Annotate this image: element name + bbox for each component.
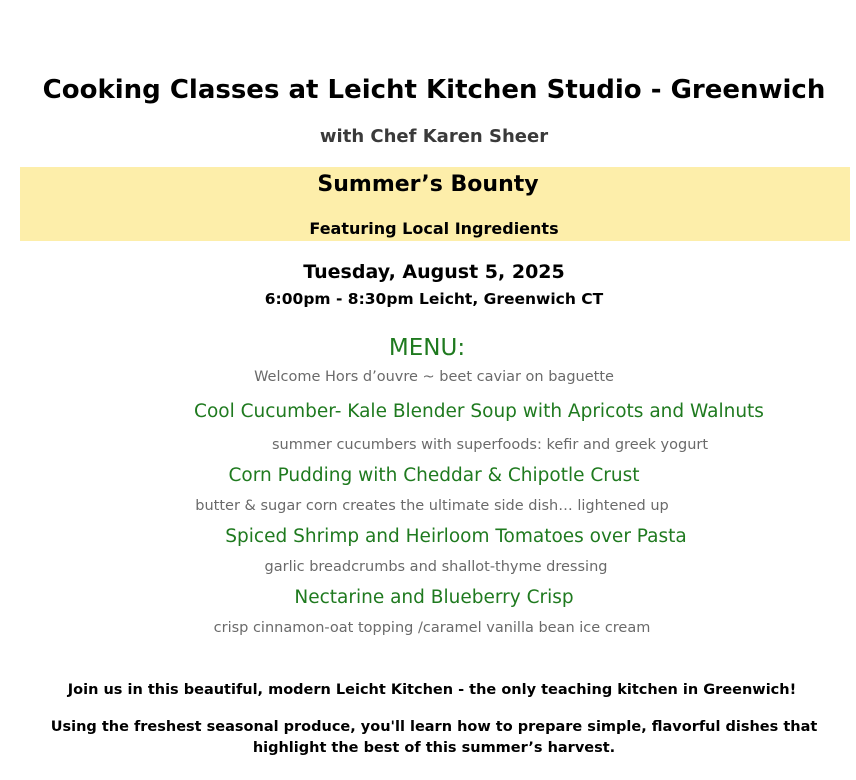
menu-dish-2: Corn Pudding with Cheddar & Chipotle Crust (228, 465, 640, 486)
event-time-location: 6:00pm - 8:30pm Leicht, Greenwich CT (264, 290, 604, 308)
description-text-line-1: Using the freshest seasonal produce, you'll learn how to prepare simple, flavorful dishes that (50, 719, 818, 735)
menu-dish-4: Nectarine and Blueberry Crisp (294, 587, 574, 608)
menu-dish-1: Cool Cucumber- Kale Blender Soup with Apricots and Walnuts (194, 401, 764, 422)
class-theme-title: Summer’s Bounty (317, 172, 539, 197)
page-title: Cooking Classes at Leicht Kitchen Studio - Greenwich (42, 75, 826, 105)
class-theme-tagline: Featuring Local Ingredients (309, 219, 559, 238)
event-date: Tuesday, August 5, 2025 (303, 261, 565, 283)
menu-dish-4-description: crisp cinnamon-oat topping /caramel vanilla bean ice cream (213, 620, 651, 636)
menu-dish-1-description: summer cucumbers with superfoods: kefir and greek yogurt (271, 437, 709, 453)
menu-heading: MENU: (388, 335, 466, 361)
chef-subtitle: with Chef Karen Sheer (319, 126, 549, 147)
invitation-text: Join us in this beautiful, modern Leicht Kitchen - the only teaching kitchen in Greenwich! (67, 682, 797, 698)
welcome-hors-doeuvre: Welcome Hors d’ouvre ~ beet caviar on baguette (254, 369, 614, 385)
menu-dish-2-description: butter & sugar corn creates the ultimate side dish… lightened up (195, 498, 669, 514)
menu-dish-3: Spiced Shrimp and Heirloom Tomatoes over Pasta (225, 526, 687, 547)
menu-dish-3-description: garlic breadcrumbs and shallot-thyme dressing (264, 559, 608, 575)
description-text-line-2: highlight the best of this summer’s harvest. (252, 740, 616, 756)
